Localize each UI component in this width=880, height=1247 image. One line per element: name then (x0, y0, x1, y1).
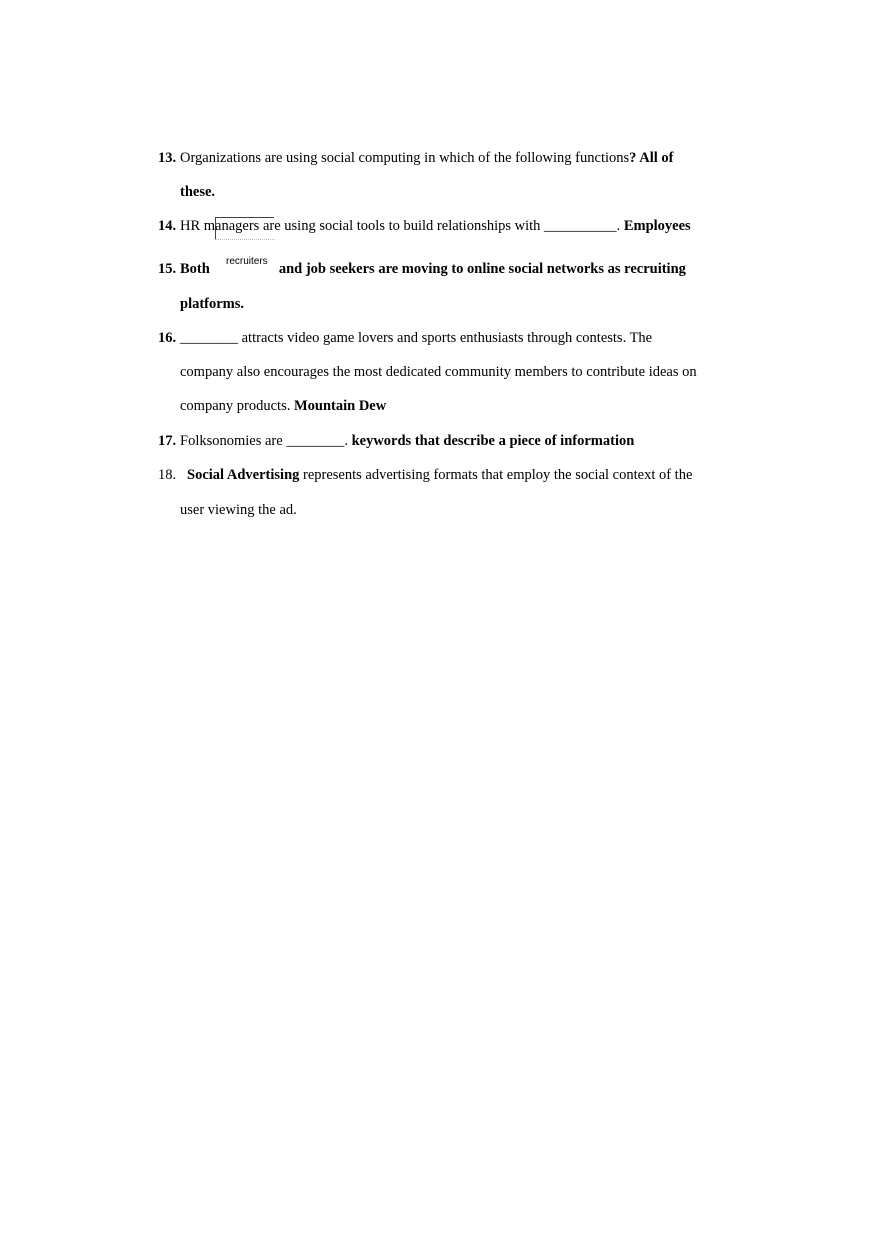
answer-text: Mountain Dew (293, 398, 387, 414)
question-13-continuation: these. (180, 184, 216, 200)
answer-text: Employees (623, 218, 691, 234)
question-text: Organizations are using social computing in which of the following functions (180, 150, 630, 166)
floating-text-box: recruiters (226, 256, 268, 267)
question-number: 14. (158, 218, 177, 234)
question-18 (158, 467, 728, 484)
question-text-end: and job seekers are moving to online social networks as recruiting (278, 261, 686, 277)
question-18-continuation: user viewing the ad. (180, 502, 297, 518)
question-text: ________ attracts video game lovers and sports enthusiasts through contests. The (180, 330, 653, 346)
question-17 (158, 433, 728, 450)
question-number: 17. (158, 433, 177, 449)
question-number: 18. (158, 467, 177, 483)
question-text: HR managers are using social tools to build relationships with __________. (180, 218, 621, 234)
question-text: company products. (180, 398, 291, 414)
question-15 (158, 261, 728, 278)
question-text: Folksonomies are ________. (180, 433, 348, 449)
question-text-start: Both (180, 261, 210, 277)
question-16 (158, 330, 728, 347)
question-number: 15. (158, 261, 177, 277)
answer-text: keywords that describe a piece of information (351, 433, 635, 449)
question-number: 13. (158, 150, 177, 166)
answer-text: ? All of (629, 150, 674, 166)
answer-text: Social Advertising (187, 467, 300, 483)
question-13 (158, 150, 728, 167)
question-16-line-2: company also encourages the most dedicated community members to contribute ideas on (180, 364, 697, 380)
question-15-continuation: platforms. (180, 296, 245, 312)
question-14 (158, 218, 728, 235)
question-number: 16. (158, 330, 177, 346)
question-text: represents advertising formats that employ the social context of the (303, 467, 693, 483)
question-16-line-3 (180, 398, 386, 415)
